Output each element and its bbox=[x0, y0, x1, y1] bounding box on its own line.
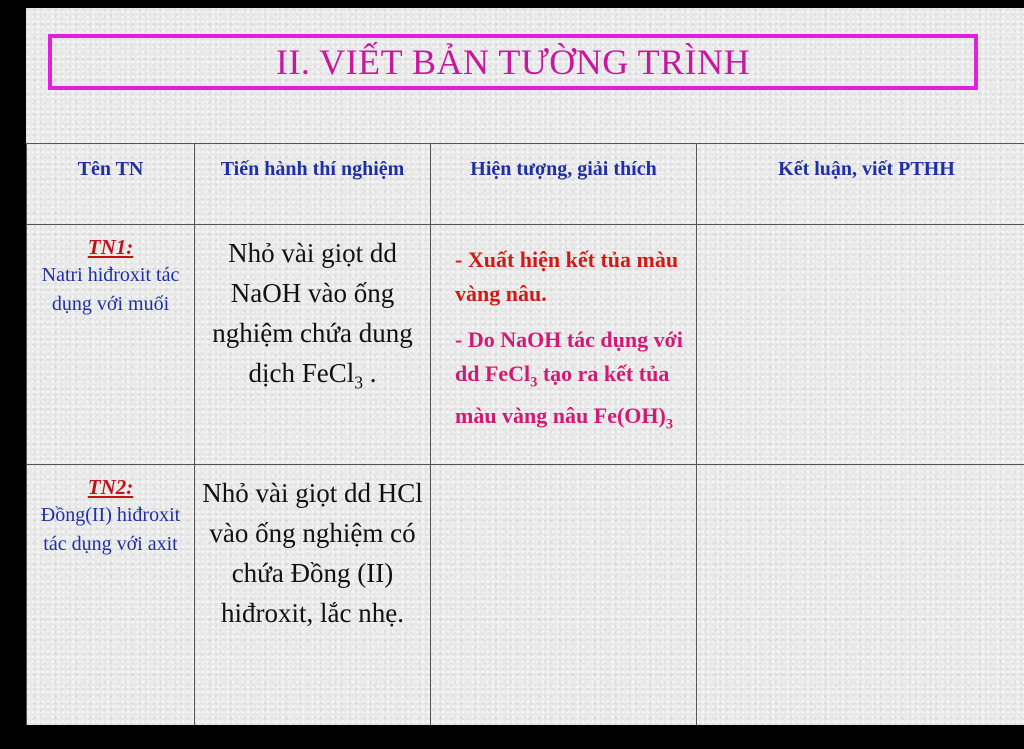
report-table bbox=[26, 143, 1024, 725]
phenomenon-cell bbox=[431, 465, 697, 726]
experiment-code: TN2: bbox=[87, 475, 134, 499]
explanation-mid: tạo ra kết tủa màu vàng nâu Fe(OH) bbox=[455, 361, 670, 429]
header-ket-luan: Kết luận, viết PTHH bbox=[697, 144, 1024, 225]
explanation-main: - Do NaOH tác dụng với dd FeCl bbox=[455, 327, 683, 386]
slide bbox=[26, 8, 1024, 725]
table-row bbox=[27, 225, 1024, 465]
title-box bbox=[48, 34, 978, 90]
procedure-cell bbox=[195, 225, 431, 465]
procedure-end: . bbox=[363, 358, 377, 388]
header-ten-tn: Tên TN bbox=[27, 144, 195, 225]
header-hien-tuong: Hiện tượng, giải thích bbox=[431, 144, 697, 225]
procedure-cell: Nhỏ vài giọt dd HCl vào ống nghiệm có chứa Đồng (II) hiđroxit, lắc nhẹ. bbox=[195, 465, 431, 726]
phenomenon-cell bbox=[431, 225, 697, 465]
phenomenon-text: - Xuất hiện kết tủa màu vàng nâu. bbox=[455, 247, 679, 306]
experiment-name: Natri hiđroxit tác dụng với muối bbox=[41, 264, 180, 315]
experiment-code: TN1: bbox=[87, 235, 134, 259]
explanation-text bbox=[455, 323, 686, 442]
conclusion-cell bbox=[697, 225, 1024, 465]
slide-title: II. VIẾT BẢN TƯỜNG TRÌNH bbox=[275, 42, 751, 82]
experiment-name: Đồng(II) hiđroxit tác dụng với axit bbox=[40, 504, 181, 555]
header-row bbox=[27, 144, 1024, 225]
experiment-name-cell bbox=[27, 465, 195, 726]
conclusion-cell bbox=[697, 465, 1024, 726]
procedure-subscript: 3 bbox=[354, 372, 363, 393]
explanation-subscript-2: 3 bbox=[665, 416, 674, 433]
explanation-subscript-1: 3 bbox=[530, 374, 538, 391]
header-tien-hanh: Tiến hành thí nghiệm bbox=[195, 144, 431, 225]
table-row bbox=[27, 465, 1024, 726]
experiment-name-cell bbox=[27, 225, 195, 465]
procedure-text: Nhỏ vài giọt dd NaOH vào ống nghiệm chứa dung dịch FeCl bbox=[212, 238, 413, 388]
